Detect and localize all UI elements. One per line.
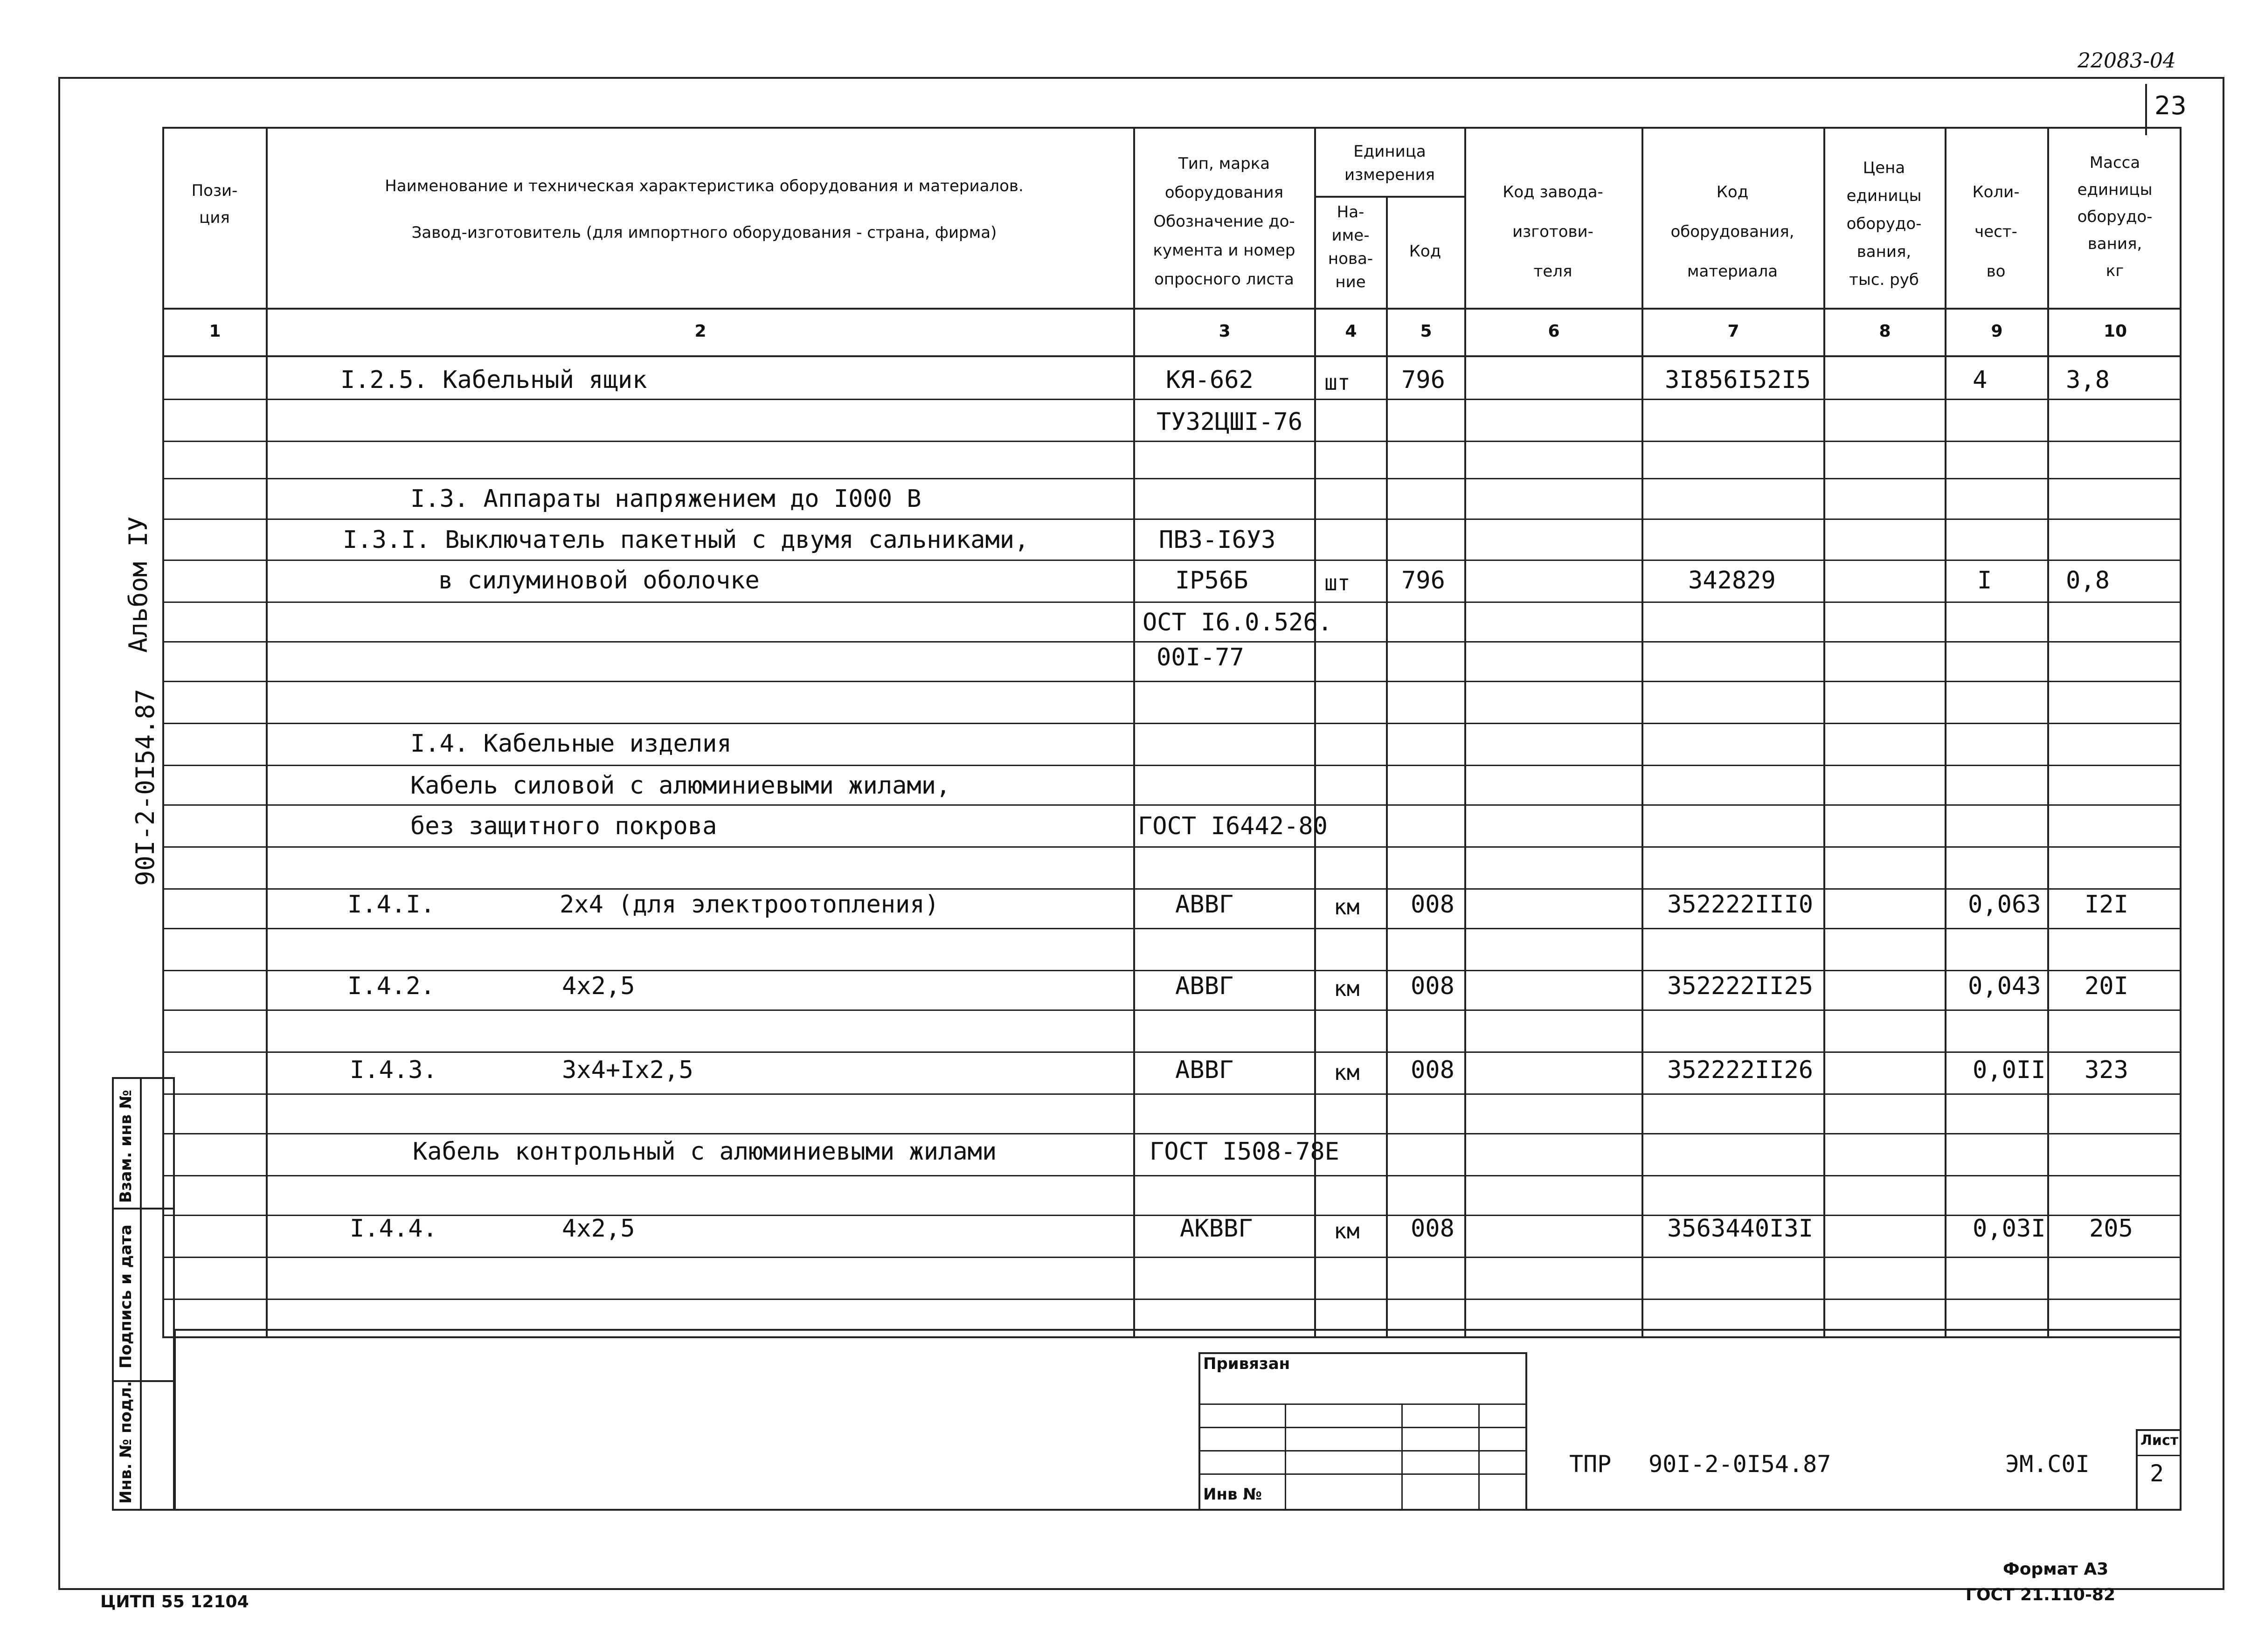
stamp-vzam-inv: Взам. инв №: [117, 1090, 135, 1203]
item-name: Кабель силовой с алюминиевыми жилами,: [410, 772, 951, 800]
row-line: [162, 518, 2182, 520]
row-line: [162, 765, 2182, 766]
title-block: [174, 1329, 2182, 1511]
item-unit: шт: [1324, 570, 1351, 595]
row-line: [162, 441, 2182, 442]
row-line: [162, 1175, 2182, 1176]
header-name-line1: Наименование и техническая характеристика оборудования и материалов.: [385, 177, 1024, 195]
footer-gost: ГОСТ 21.110-82: [1966, 1585, 2116, 1604]
row-line: [162, 970, 2182, 971]
header-unit-code: Код: [1409, 242, 1441, 261]
item-unit: км: [1334, 976, 1360, 1001]
item-mass: 323: [2085, 1056, 2128, 1084]
row-line: [162, 399, 2182, 400]
item-material-code: 352222II25: [1667, 972, 1814, 1000]
row-line: [162, 1299, 2182, 1300]
item-mass: 205: [2089, 1215, 2133, 1243]
item-mass: 0,8: [2066, 567, 2110, 594]
col-number-3: 3: [1219, 322, 1231, 341]
row-line: [162, 888, 2182, 890]
privyazan-label: Привязан: [1203, 1355, 1290, 1373]
section-heading: I.4. Кабельные изделия: [410, 730, 732, 758]
inv-no-label: Инв №: [1203, 1485, 1262, 1504]
col-number-6: 6: [1548, 322, 1560, 341]
item-quantity: 0,043: [1968, 972, 2041, 1000]
item-mass: 20I: [2085, 972, 2128, 1000]
row-line: [162, 804, 2182, 806]
item-type: АВВГ: [1175, 891, 1234, 919]
album-label: Альбом IУ: [124, 516, 153, 653]
row-line: [162, 1093, 2182, 1095]
item-type: ОСТ I6.0.526.: [1143, 608, 1332, 636]
project-code-label: 90I-2-0I54.87: [131, 689, 160, 886]
item-unit: км: [1334, 1218, 1360, 1244]
col-number-5: 5: [1420, 322, 1432, 341]
privyazan-col: [1401, 1403, 1403, 1511]
header-name-line2: Завод-изготовитель (для импортного оборудования - страна, фирма): [411, 223, 997, 242]
header-bottom-line: [162, 308, 2182, 310]
item-type: ТУ32ЦШI-76: [1157, 408, 1303, 436]
row-line: [162, 1051, 2182, 1053]
left-stamp-divider: [140, 1077, 142, 1511]
page-number: 23: [2154, 91, 2187, 120]
item-type: ПВЗ-I6УЗ: [1159, 526, 1276, 554]
item-material-code: 352222II26: [1667, 1056, 1814, 1084]
item-unit: шт: [1324, 370, 1351, 395]
item-type: IP56Б: [1175, 567, 1248, 594]
item-position: I.4.2.: [347, 972, 435, 1000]
item-quantity: 0,063: [1968, 891, 2041, 919]
item-position: I.4.I.: [347, 891, 435, 919]
colnum-bottom-line: [162, 355, 2182, 357]
privyazan-col: [1478, 1403, 1480, 1511]
stamp-podpis-data: Подпись и дата: [117, 1224, 135, 1369]
item-unit: км: [1334, 894, 1360, 919]
item-material-code: 352222III0: [1667, 891, 1814, 919]
doc-prefix: ТПР: [1569, 1451, 1612, 1478]
item-quantity: 0,0II: [1973, 1056, 2046, 1084]
item-name: 4х2,5: [562, 1215, 635, 1243]
header-factory-code: Код завода- изготови- теля: [1503, 183, 1603, 281]
item-name: в силуминовой оболочке: [438, 567, 760, 594]
left-stamp-line: [112, 1208, 175, 1210]
row-line: [162, 846, 2182, 848]
item-material-code: 3I856I52I5: [1665, 366, 1811, 394]
item-material-code: 342829: [1688, 567, 1776, 594]
col-line-4: [1386, 196, 1388, 1338]
header-unit: Единица измерения: [1344, 142, 1435, 184]
item-quantity: I: [1977, 567, 1992, 594]
item-type: АВВГ: [1175, 1056, 1234, 1084]
unit-header-line: [1314, 196, 1464, 198]
item-unit-code: 796: [1401, 567, 1445, 594]
col-number-1: 1: [209, 322, 221, 341]
col-number-4: 4: [1345, 322, 1357, 341]
item-name: I.3.I. Выключатель пакетный с двумя сальниками,: [343, 526, 1029, 554]
item-type: КЯ-662: [1166, 366, 1254, 394]
sheet-label: Лист: [2140, 1432, 2179, 1449]
item-quantity: 0,03I: [1973, 1215, 2046, 1243]
row-line: [162, 641, 2182, 643]
row-line: [162, 1257, 2182, 1258]
doc-number: 90I-2-0I54.87: [1648, 1451, 1831, 1478]
header-mass: Масса единицы оборудо- вания, кг: [2077, 153, 2153, 280]
item-position: I.4.4.: [350, 1215, 437, 1243]
doc-code: ЭМ.С0I: [2005, 1451, 2090, 1478]
header-unit-name: На- име- нова- ние: [1328, 203, 1373, 291]
row-line: [162, 1009, 2182, 1011]
row-line: [162, 723, 2182, 724]
sheet-number: 2: [2150, 1460, 2164, 1487]
footer-format: Формат А3: [2003, 1560, 2109, 1579]
item-position: I.4.3.: [350, 1056, 437, 1084]
col-number-10: 10: [2103, 322, 2127, 341]
item-mass: I2I: [2085, 891, 2128, 919]
item-quantity: 4: [1973, 366, 1988, 394]
item-name: 3х4+Iх2,5: [562, 1056, 693, 1084]
header-quantity: Коли- чест- во: [1972, 183, 2020, 281]
item-unit-code: 796: [1401, 366, 1445, 394]
item-name: 2х4 (для электроотопления): [560, 891, 939, 919]
header-position: Пози- ция: [191, 181, 238, 227]
row-line: [162, 478, 2182, 479]
footer-left: ЦИТП 55 12104: [100, 1592, 249, 1611]
item-type: 00I-77: [1157, 643, 1244, 671]
header-material-code: Код оборудования, материала: [1670, 183, 1794, 281]
item-name: Кабель контрольный с алюминиевыми жилами: [413, 1138, 997, 1166]
row-line: [162, 560, 2182, 561]
section-heading: I.3. Аппараты напряжением до I000 В: [410, 485, 921, 513]
item-unit-code: 008: [1411, 891, 1455, 919]
item-name: без защитного покрова: [410, 812, 717, 840]
corner-mark: 22083-04: [2078, 49, 2176, 73]
privyazan-col: [1285, 1403, 1286, 1511]
row-line: [162, 1133, 2182, 1134]
item-type: АВВГ: [1175, 972, 1234, 1000]
row-line: [162, 601, 2182, 603]
stamp-inv-podl: Инв. № подл.: [117, 1381, 135, 1504]
sheet-box-line: [2136, 1455, 2182, 1456]
item-type: ГОСТ I6442-80: [1138, 812, 1328, 840]
item-type: АКВВГ: [1180, 1215, 1253, 1243]
item-unit: км: [1334, 1060, 1360, 1085]
col-number-7: 7: [1727, 322, 1739, 341]
item-type: ГОСТ I508-78Е: [1150, 1138, 1339, 1166]
header-type: Тип, марка оборудования Обозначение до- кумента и номер опросного листа: [1153, 154, 1295, 289]
header-price: Цена единицы оборудо- вания, тыс. руб: [1846, 159, 1922, 289]
col-number-9: 9: [1991, 322, 2003, 341]
item-unit-code: 008: [1411, 1056, 1455, 1084]
row-line: [162, 1215, 2182, 1216]
col-number-8: 8: [1879, 322, 1891, 341]
row-line: [162, 928, 2182, 929]
item-unit-code: 008: [1411, 972, 1455, 1000]
col-number-2: 2: [694, 322, 706, 341]
item-material-code: 3563440I3I: [1667, 1215, 1814, 1243]
item-name: 4х2,5: [562, 972, 635, 1000]
row-line: [162, 681, 2182, 682]
item-mass: 3,8: [2066, 366, 2110, 394]
item-name: I.2.5. Кабельный ящик: [340, 366, 647, 394]
item-unit-code: 008: [1411, 1215, 1455, 1243]
